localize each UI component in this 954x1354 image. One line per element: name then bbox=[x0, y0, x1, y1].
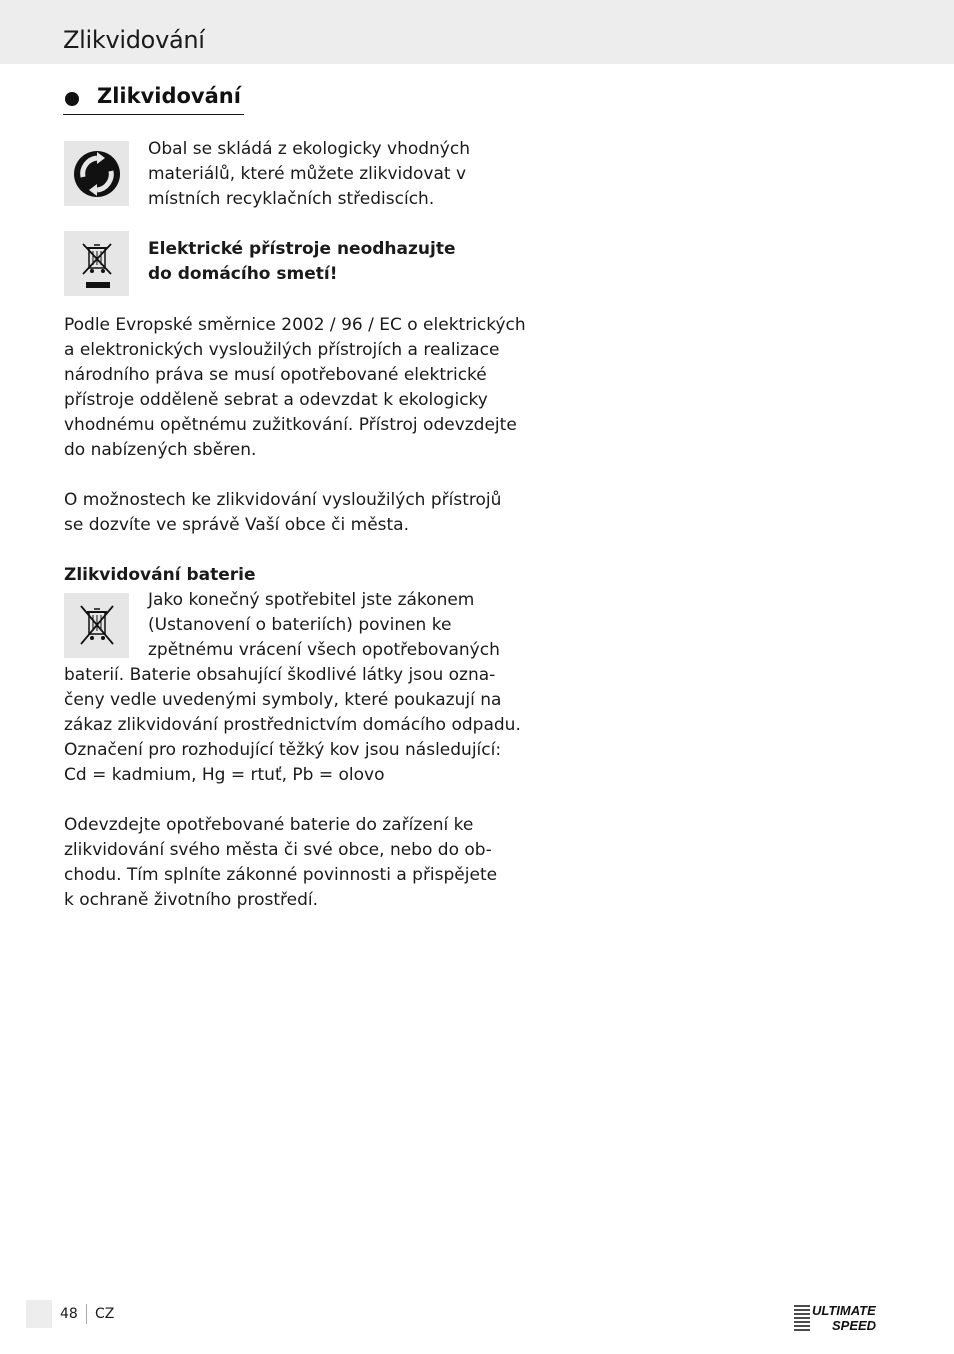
text-line: zpětnému vrácení všech opotřebovaných bbox=[148, 640, 500, 660]
text-line: vhodnému opětnému zužitkování. Přístroj odevzdejte bbox=[64, 415, 517, 435]
text-line: přístroje odděleně sebrat a odevzdat k ekologicky bbox=[64, 390, 488, 410]
crossed-out-wheelie-bin-icon bbox=[64, 231, 129, 296]
battery-paragraph bbox=[64, 663, 521, 788]
section-heading bbox=[63, 84, 244, 115]
battery-heading: Zlikvidování baterie bbox=[64, 565, 256, 585]
weee-warning-text bbox=[148, 237, 456, 287]
text-line: čeny vedle uvedenými symboly, které poukazují na bbox=[64, 690, 502, 710]
page-number: 48 bbox=[60, 1306, 78, 1322]
text-line: se dozvíte ve správě Vaší obce či města. bbox=[64, 515, 409, 535]
ultimate-speed-logo bbox=[792, 1300, 892, 1338]
text-line: Jako konečný spotřebitel jste zákonem bbox=[148, 590, 475, 610]
text-line: (Ustanovení o bateriích) povinen ke bbox=[148, 615, 452, 635]
info-paragraph bbox=[64, 488, 501, 538]
bullet-icon bbox=[65, 92, 79, 106]
text-line: do nabízených sběren. bbox=[64, 440, 257, 460]
text-line: a elektronických vysloužilých přístrojích a realizace bbox=[64, 340, 500, 360]
text-line: k ochraně životního prostředí. bbox=[64, 890, 318, 910]
text-line: baterií. Baterie obsahující škodlivé látky jsou ozna- bbox=[64, 665, 496, 685]
text-line: Označení pro rozhodující těžký kov jsou následující: bbox=[64, 740, 502, 760]
logo-text-line1: ULTIMATE bbox=[812, 1303, 876, 1318]
text-line: zlikvidování svého města či své obce, nebo do ob- bbox=[64, 840, 492, 860]
crossed-out-bin-icon bbox=[64, 593, 129, 658]
text-line: do domácího smetí! bbox=[148, 264, 338, 284]
text-line: materiálů, které můžete zlikvidovat v bbox=[148, 164, 467, 184]
battery-wrapped-text bbox=[148, 588, 500, 663]
text-line: místních recyklačních střediscích. bbox=[148, 189, 435, 209]
directive-paragraph bbox=[64, 313, 526, 463]
text-line: chodu. Tím splníte zákonné povinnosti a přispějete bbox=[64, 865, 498, 885]
footer-divider bbox=[86, 1304, 87, 1324]
text-line: Elektrické přístroje neodhazujte bbox=[148, 239, 456, 259]
text-line: Odevzdejte opotřebované baterie do zařízení ke bbox=[64, 815, 474, 835]
section-title: Zlikvidování bbox=[97, 84, 241, 108]
battery-return-paragraph bbox=[64, 813, 497, 913]
green-dot-recycling-icon bbox=[64, 141, 129, 206]
language-code: CZ bbox=[95, 1306, 115, 1322]
footer-marker bbox=[26, 1300, 52, 1328]
logo-text-line2: SPEED bbox=[832, 1318, 877, 1333]
text-line: zákaz zlikvidování prostřednictvím domácího odpadu. bbox=[64, 715, 521, 735]
text-line: národního práva se musí opotřebované elektrické bbox=[64, 365, 487, 385]
text-line: O možnostech ke zlikvidování vysloužilých přístrojů bbox=[64, 490, 502, 510]
text-line: Podle Evropské směrnice 2002 / 96 / EC o elektrických bbox=[64, 315, 526, 335]
recycle-text bbox=[148, 137, 470, 212]
page-header-title: Zlikvidování bbox=[63, 26, 205, 54]
text-line: Cd = kadmium, Hg = rtuť, Pb = olovo bbox=[64, 765, 385, 785]
text-line: Obal se skládá z ekologicky vhodných bbox=[148, 139, 470, 159]
